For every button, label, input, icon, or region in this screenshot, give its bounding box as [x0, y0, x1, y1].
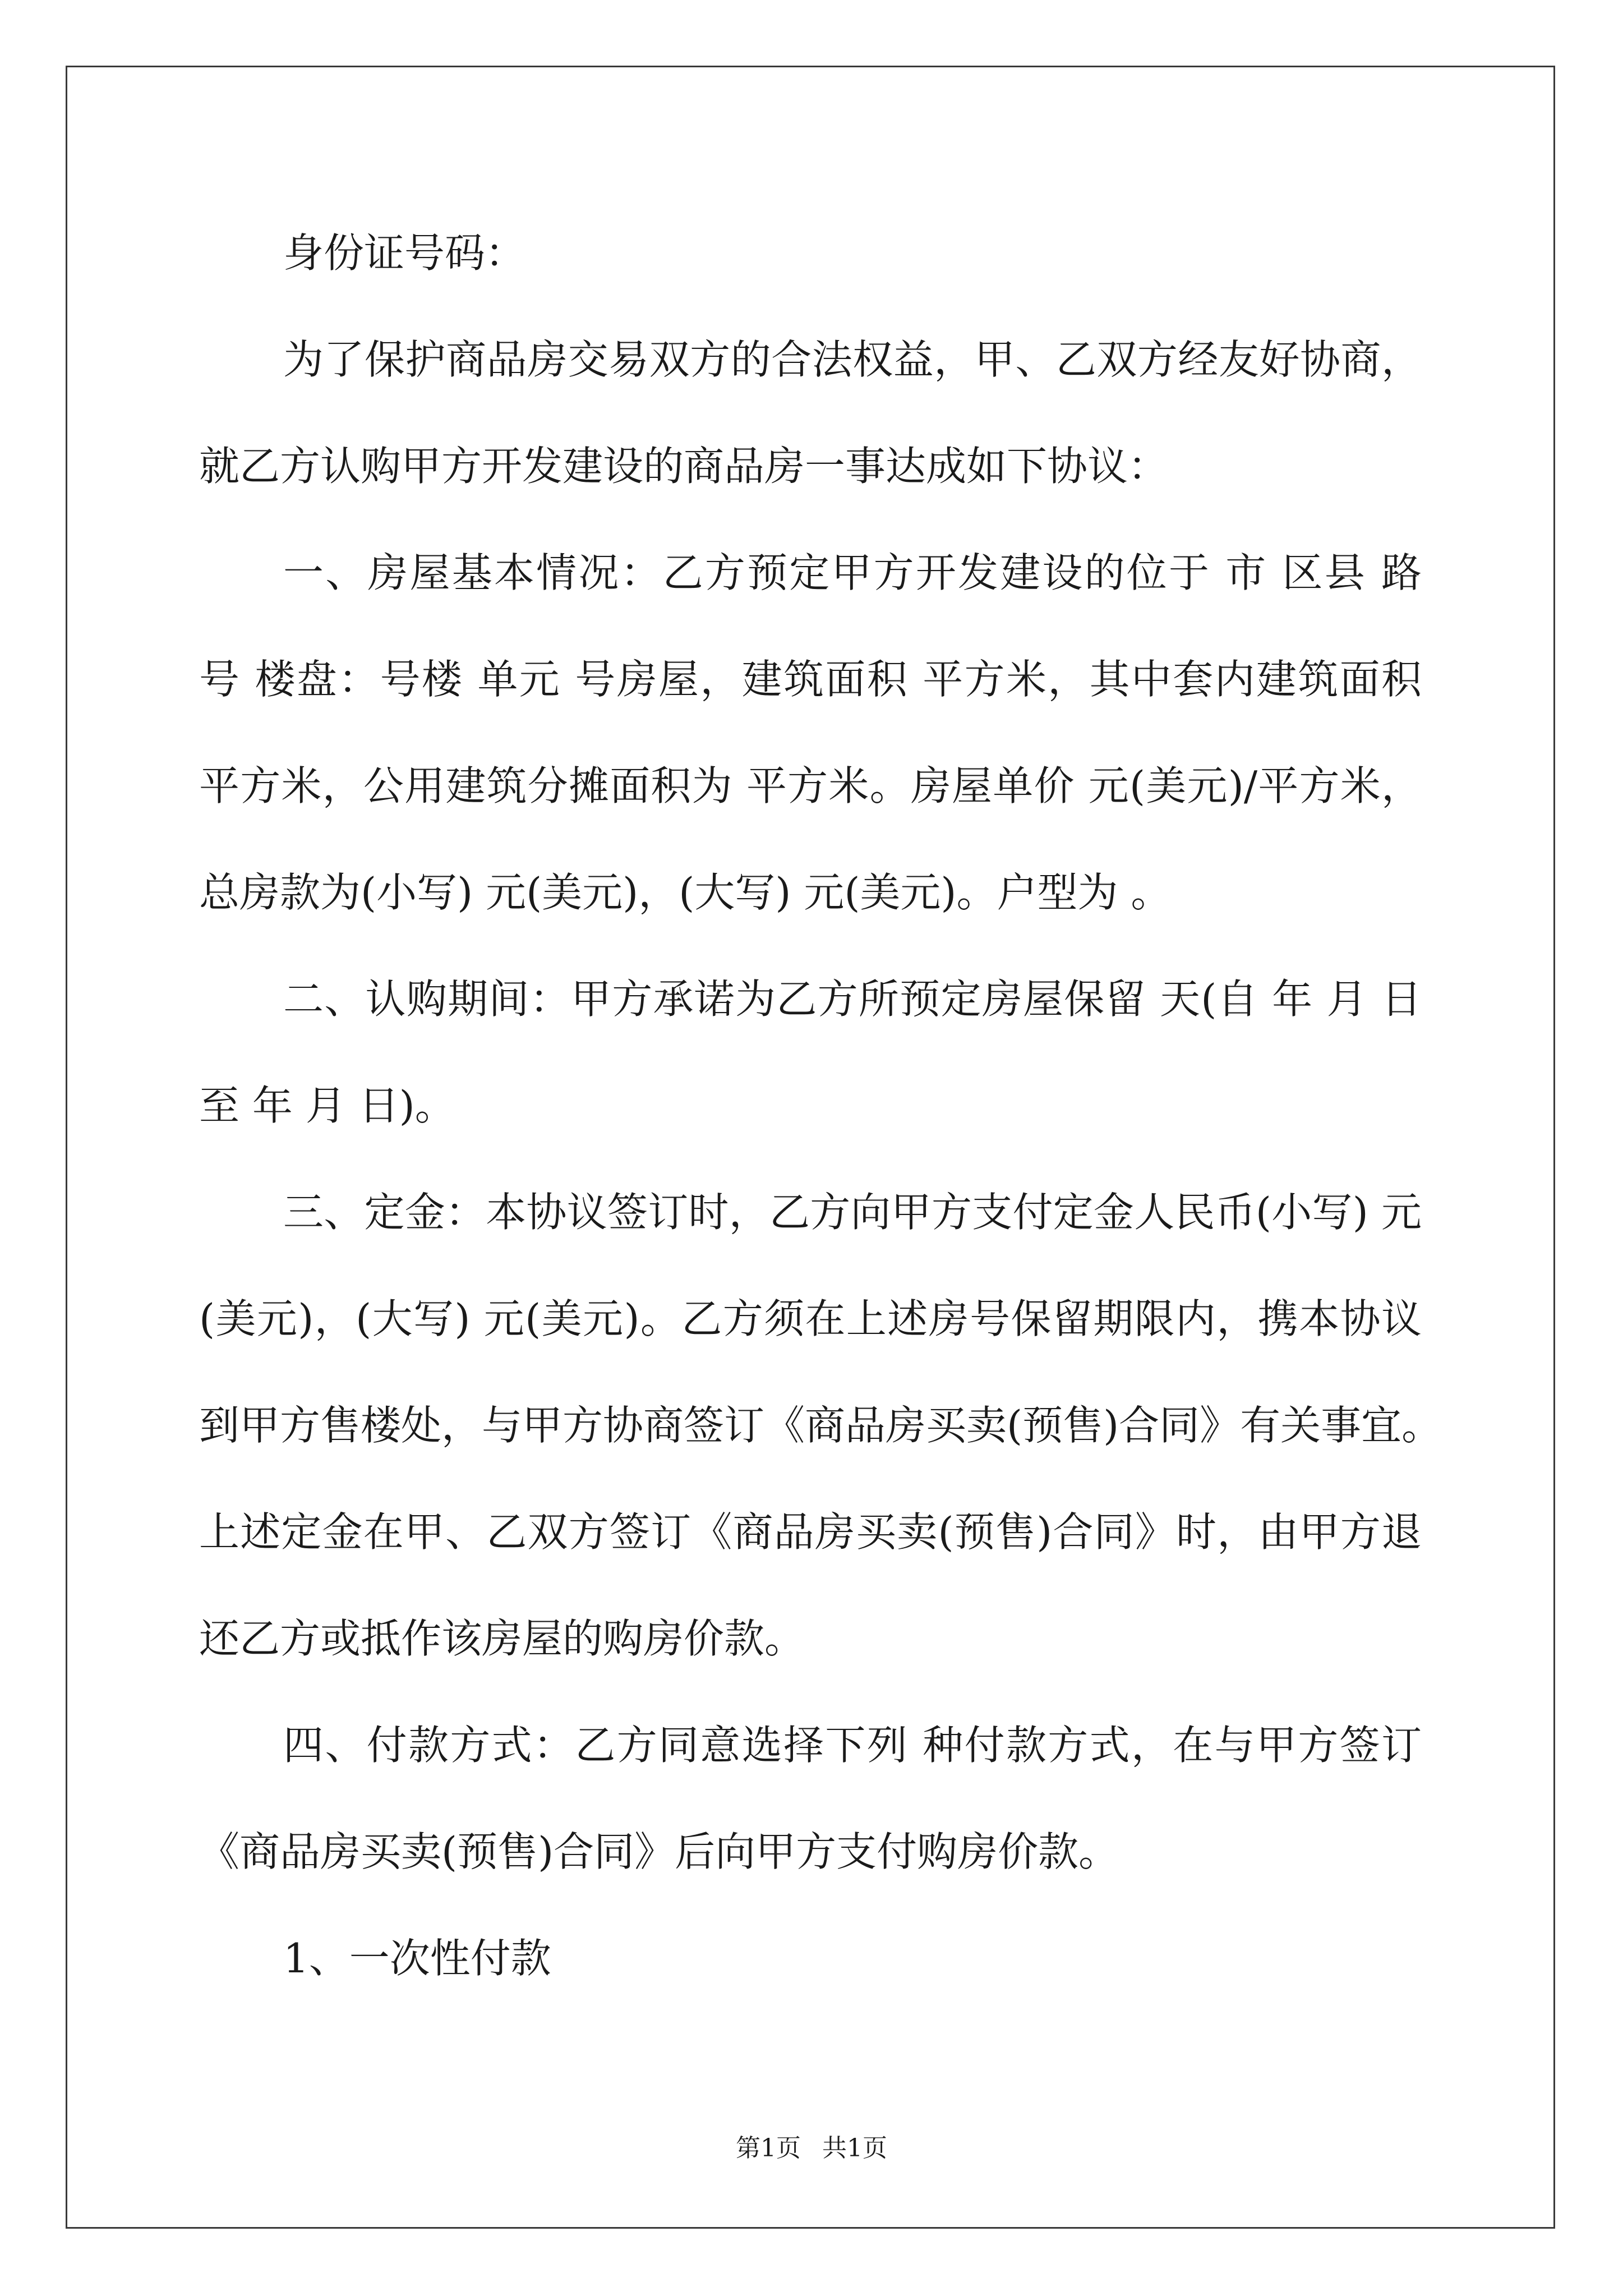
page-border — [66, 66, 1555, 2229]
paragraph-line: 为了保护商品房交易双方的合法权益，甲、乙双方经友好协商， — [283, 336, 1422, 383]
paragraph-line: 三、定金：本协议签订时，乙方向甲方支付定金人民币(小写) 元 — [283, 1189, 1422, 1236]
page-number-total: 共1页 — [822, 2134, 887, 2162]
paragraph-line: (美元)，(大写) 元(美元)。乙方须在上述房号保留期限内，携本协议 — [199, 1295, 1422, 1342]
paragraph-line: 到甲方售楼处，与甲方协商签订《商品房买卖(预售)合同》有关事宜。 — [199, 1402, 1442, 1449]
paragraph-line: 四、付款方式：乙方同意选择下列 种付款方式，在与甲方签订 — [283, 1722, 1422, 1769]
paragraph-line: 一、房屋基本情况：乙方预定甲方开发建设的位于 市 区县 路 — [283, 549, 1422, 596]
page-footer — [0, 2132, 1623, 2165]
paragraph-line: 《商品房买卖(预售)合同》后向甲方支付购房价款。 — [199, 1828, 1119, 1875]
page-number-current: 第1页 — [736, 2134, 801, 2162]
paragraph-line: 号 楼盘：号楼 单元 号房屋，建筑面积 平方米，其中套内建筑面积 — [199, 656, 1422, 703]
paragraph-line: 就乙方认购甲方开发建设的商品房一事达成如下协议： — [199, 443, 1169, 490]
list-item: 1、一次性付款 — [283, 1935, 551, 1982]
id-number-label: 身份证号码： — [283, 229, 526, 277]
paragraph-line: 二、认购期间：甲方承诺为乙方所预定房屋保留 天(自 年 月 日 — [283, 976, 1422, 1023]
paragraph-line: 上述定金在甲、乙双方签订《商品房买卖(预售)合同》时，由甲方退 — [199, 1508, 1422, 1556]
paragraph-line: 平方米，公用建筑分摊面积为 平方米。房屋单价 元(美元)/平方米， — [199, 762, 1422, 809]
paragraph-line: 还乙方或抵作该房屋的购房价款。 — [199, 1615, 805, 1662]
paragraph-line: 至 年 月 日)。 — [199, 1082, 455, 1129]
paragraph-line: 总房款为(小写) 元(美元)，(大写) 元(美元)。户型为 。 — [199, 869, 1172, 916]
